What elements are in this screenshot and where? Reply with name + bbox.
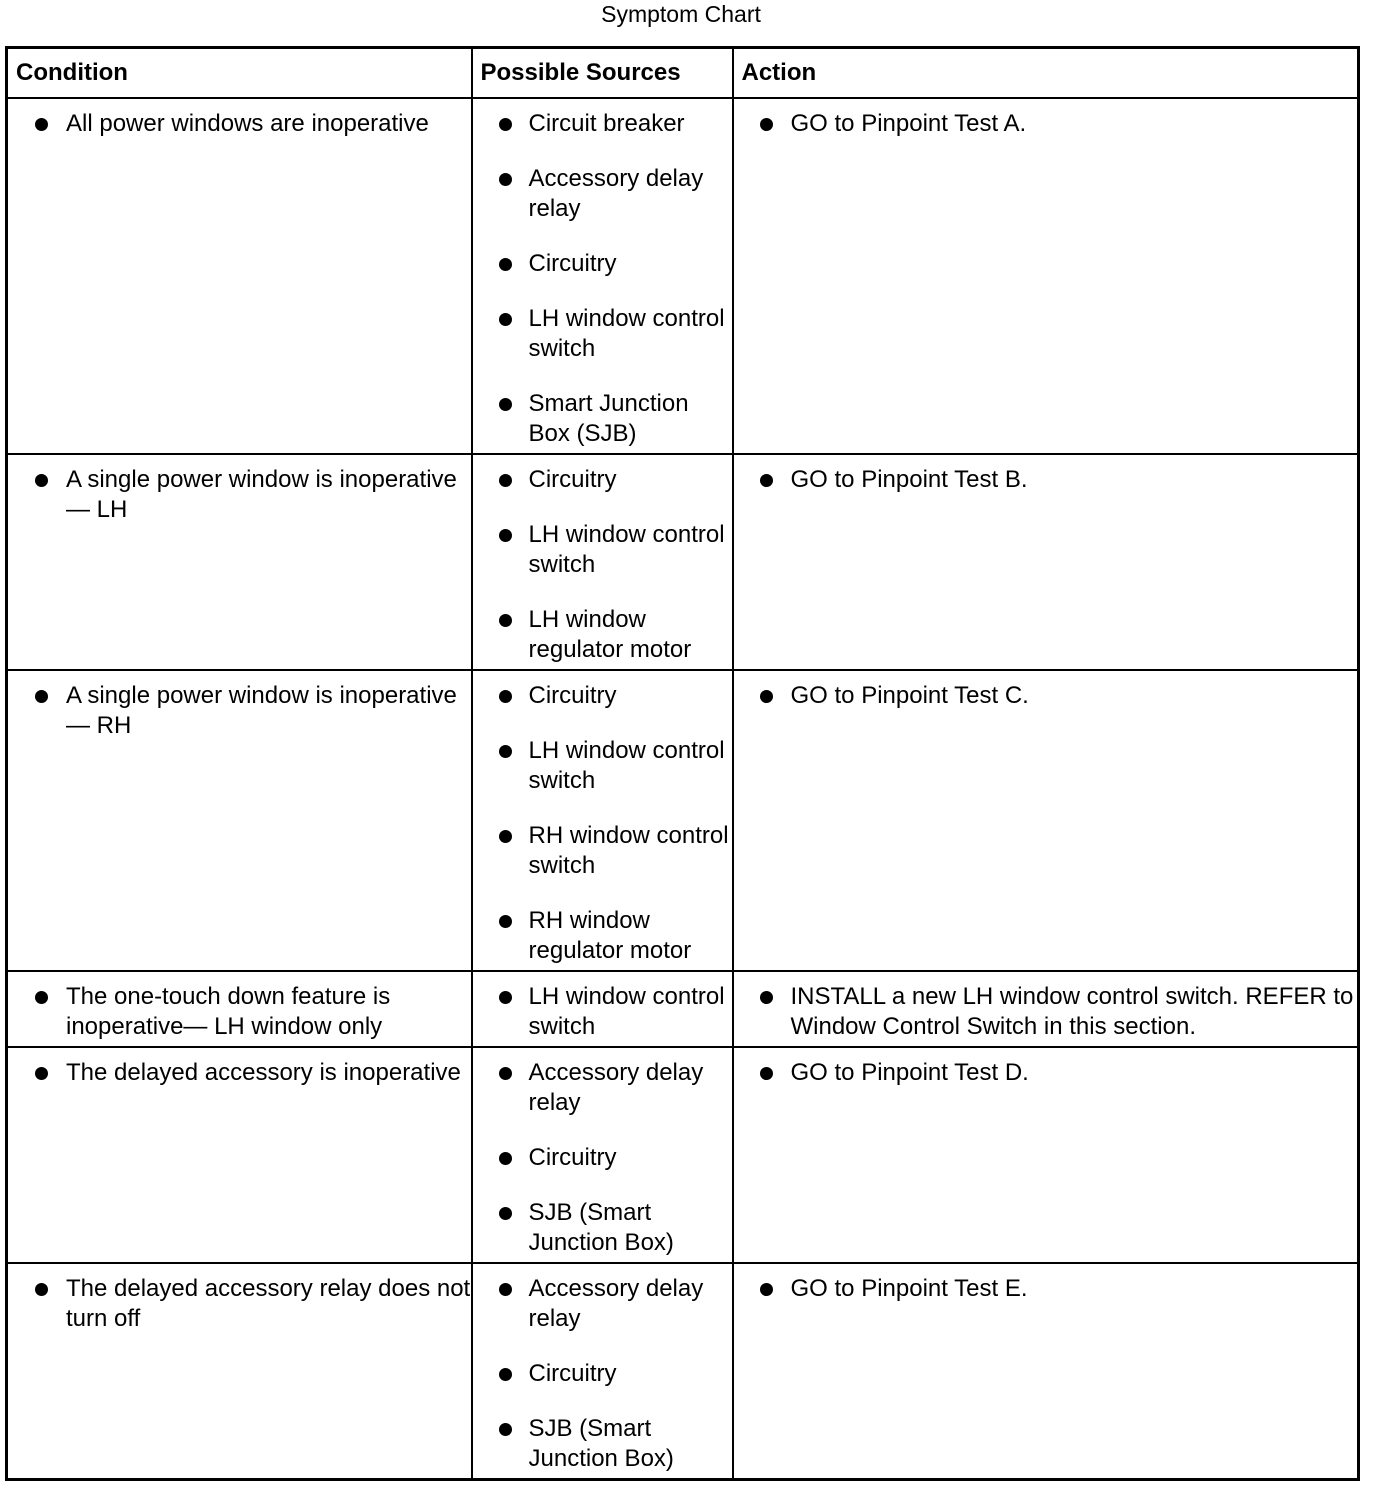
- bullet-icon: [499, 1423, 512, 1436]
- bullet-icon: [499, 1283, 512, 1296]
- action-cell: [733, 454, 1359, 670]
- list-item: [734, 681, 1358, 711]
- bullet-list: [473, 972, 732, 1046]
- list-item: [473, 249, 732, 279]
- list-item: [473, 1274, 732, 1334]
- table-row: [7, 670, 1359, 971]
- list-item-text: Circuitry: [528, 466, 617, 493]
- list-item: [473, 164, 732, 224]
- list-item: [473, 1143, 732, 1173]
- list-item: [473, 681, 732, 711]
- bullet-icon: [760, 991, 773, 1004]
- bullet-icon: [499, 118, 512, 131]
- list-item: [8, 1058, 471, 1088]
- list-item: [473, 465, 732, 495]
- list-item: [473, 821, 732, 881]
- bullet-icon: [760, 1067, 773, 1080]
- action-cell: [733, 971, 1359, 1047]
- list-item-text: Circuitry: [528, 1360, 617, 1387]
- bullet-icon: [499, 313, 512, 326]
- list-item-text: Circuitry: [528, 1144, 617, 1171]
- bullet-icon: [499, 474, 512, 487]
- chart-title: Symptom Chart: [601, 1, 761, 27]
- list-item-text: The delayed accessory relay does not turn off: [66, 1275, 471, 1332]
- bullet-icon: [760, 118, 773, 131]
- condition-cell: [7, 1263, 472, 1480]
- bullet-icon: [499, 991, 512, 1004]
- header-action: Action: [733, 48, 1359, 99]
- list-item-text: RH window control switch: [528, 822, 729, 879]
- table-body: [7, 98, 1359, 1480]
- list-item: [473, 389, 732, 449]
- list-item-text: Smart Junction Box (SJB): [528, 390, 689, 447]
- condition-cell: [7, 971, 472, 1047]
- condition-cell: [7, 454, 472, 670]
- list-item: [473, 304, 732, 364]
- bullet-list: [8, 1264, 471, 1338]
- list-item: [8, 109, 471, 139]
- list-item-text: GO to Pinpoint Test D.: [790, 1059, 1029, 1086]
- list-item-text: Accessory delay relay: [528, 1059, 704, 1116]
- possible-sources-cell: [472, 1263, 733, 1480]
- bullet-icon: [499, 173, 512, 186]
- bullet-icon: [499, 830, 512, 843]
- list-item-text: LH window control switch: [528, 521, 725, 578]
- bullet-icon: [499, 1067, 512, 1080]
- condition-cell: [7, 98, 472, 454]
- list-item-text: GO to Pinpoint Test C.: [790, 682, 1029, 709]
- list-item: [473, 605, 732, 665]
- list-item: [473, 520, 732, 580]
- bullet-icon: [35, 991, 48, 1004]
- header-possible-sources: Possible Sources: [472, 48, 733, 99]
- list-item-text: GO to Pinpoint Test A.: [790, 110, 1027, 137]
- bullet-icon: [35, 690, 48, 703]
- bullet-list: [473, 671, 732, 970]
- list-item-text: LH window control switch: [528, 983, 725, 1040]
- list-item: [8, 982, 471, 1042]
- bullet-list: [734, 1048, 1358, 1092]
- bullet-icon: [499, 915, 512, 928]
- bullet-list: [734, 1264, 1358, 1308]
- list-item-text: LH window control switch: [528, 737, 725, 794]
- possible-sources-cell: [472, 454, 733, 670]
- list-item: [8, 465, 471, 525]
- list-item-text: Circuitry: [528, 682, 617, 709]
- list-item-text: GO to Pinpoint Test B.: [790, 466, 1028, 493]
- bullet-icon: [35, 1067, 48, 1080]
- condition-cell: [7, 1047, 472, 1263]
- list-item-text: The delayed accessory is inoperative: [66, 1059, 461, 1086]
- bullet-icon: [499, 258, 512, 271]
- table-row: [7, 1263, 1359, 1480]
- possible-sources-cell: [472, 98, 733, 454]
- list-item-text: LH window regulator motor: [528, 606, 692, 663]
- condition-cell: [7, 670, 472, 971]
- list-item-text: The one-touch down feature is inoperative— LH window only: [66, 983, 391, 1040]
- bullet-icon: [35, 118, 48, 131]
- bullet-list: [734, 671, 1358, 715]
- possible-sources-cell: [472, 670, 733, 971]
- possible-sources-cell: [472, 1047, 733, 1263]
- list-item: [473, 1058, 732, 1118]
- action-cell: [733, 98, 1359, 454]
- list-item: [473, 1414, 732, 1474]
- bullet-icon: [499, 690, 512, 703]
- table-row: [7, 98, 1359, 454]
- list-item-text: A single power window is inoperative— LH: [66, 466, 457, 523]
- list-item-text: All power windows are inoperative: [66, 110, 429, 137]
- bullet-icon: [499, 745, 512, 758]
- bullet-icon: [499, 1368, 512, 1381]
- list-item: [734, 109, 1358, 139]
- list-item: [473, 906, 732, 966]
- bullet-icon: [760, 690, 773, 703]
- list-item: [473, 109, 732, 139]
- bullet-icon: [35, 1283, 48, 1296]
- bullet-icon: [499, 614, 512, 627]
- action-cell: [733, 1263, 1359, 1480]
- list-item: [473, 736, 732, 796]
- list-item: [473, 1359, 732, 1389]
- possible-sources-cell: [472, 971, 733, 1047]
- list-item: [473, 982, 732, 1042]
- bullet-icon: [499, 1152, 512, 1165]
- list-item: [8, 681, 471, 741]
- table-row: [7, 454, 1359, 670]
- list-item-text: Circuitry: [528, 250, 617, 277]
- bullet-list: [734, 99, 1358, 143]
- list-item: [8, 1274, 471, 1334]
- bullet-list: [734, 972, 1358, 1046]
- bullet-list: [8, 1048, 471, 1092]
- bullet-icon: [760, 1283, 773, 1296]
- bullet-list: [8, 99, 471, 143]
- action-cell: [733, 1047, 1359, 1263]
- bullet-icon: [499, 529, 512, 542]
- list-item-text: SJB (Smart Junction Box): [528, 1199, 674, 1256]
- list-item-text: GO to Pinpoint Test E.: [790, 1275, 1028, 1302]
- bullet-list: [473, 1264, 732, 1478]
- list-item-text: Circuit breaker: [528, 110, 685, 137]
- bullet-list: [8, 972, 471, 1046]
- list-item-text: SJB (Smart Junction Box): [528, 1415, 674, 1472]
- bullet-list: [473, 455, 732, 669]
- bullet-list: [8, 455, 471, 529]
- list-item: [734, 1058, 1358, 1088]
- list-item-text: LH window control switch: [528, 305, 725, 362]
- bullet-list: [473, 99, 732, 453]
- list-item: [734, 1274, 1358, 1304]
- list-item: [734, 982, 1358, 1042]
- list-item-text: INSTALL a new LH window control switch. REFER to Window Control Switch in this section.: [790, 983, 1354, 1040]
- list-item-text: A single power window is inoperative— RH: [66, 682, 457, 739]
- bullet-icon: [499, 1207, 512, 1220]
- list-item-text: Accessory delay relay: [528, 165, 704, 222]
- table-row: [7, 1047, 1359, 1263]
- table-row: [7, 971, 1359, 1047]
- symptom-table: [5, 46, 1360, 1481]
- bullet-list: [734, 455, 1358, 499]
- list-item-text: Accessory delay relay: [528, 1275, 704, 1332]
- header-condition: Condition: [7, 48, 472, 99]
- action-cell: [733, 670, 1359, 971]
- list-item: [734, 465, 1358, 495]
- list-item-text: RH window regulator motor: [528, 907, 692, 964]
- bullet-list: [8, 671, 471, 745]
- bullet-icon: [35, 474, 48, 487]
- list-item: [473, 1198, 732, 1258]
- bullet-icon: [760, 474, 773, 487]
- header-row: [7, 48, 1359, 99]
- bullet-icon: [499, 398, 512, 411]
- bullet-list: [473, 1048, 732, 1262]
